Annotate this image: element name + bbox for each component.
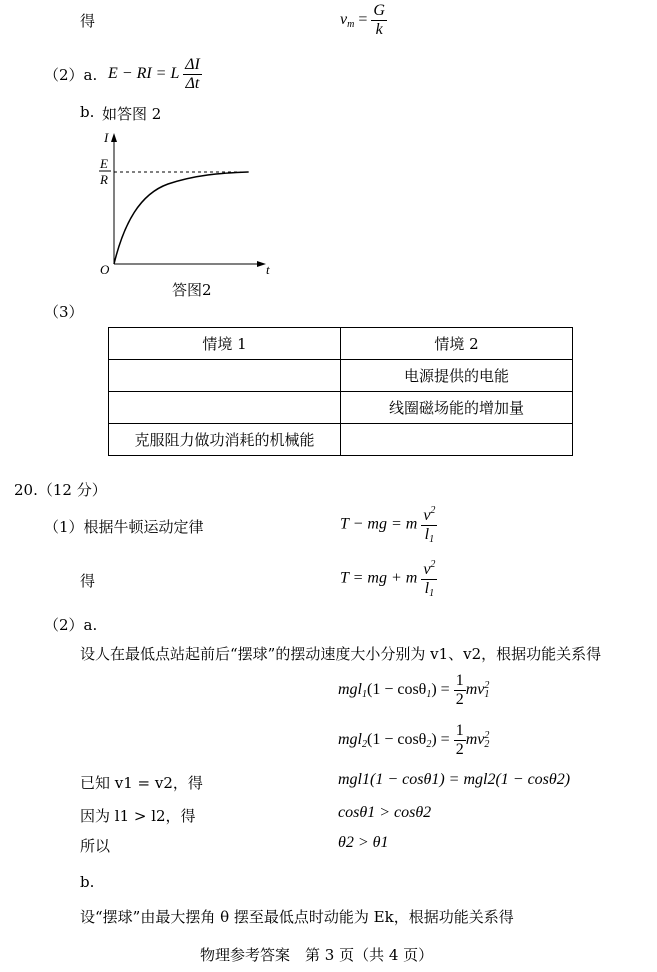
- den-base: l: [424, 579, 430, 597]
- therefore-eq: θ2 > θ1: [338, 834, 389, 851]
- frac-den: [421, 580, 437, 599]
- part2b-label: b.: [80, 103, 95, 121]
- frac-den: Δt: [185, 74, 200, 92]
- eq-right: mv: [465, 730, 485, 748]
- part2a-lhs: E − RI = L: [108, 64, 180, 82]
- origin-label: O: [100, 262, 110, 277]
- q20-1b-formula: [340, 559, 437, 599]
- asymptote-den: R: [100, 172, 108, 187]
- eq-close: ) =: [431, 730, 450, 748]
- table-header: 情境 2: [341, 328, 573, 360]
- known-text: 已知 v1 = v2，得: [80, 774, 203, 792]
- energy-eq-1: [338, 672, 489, 708]
- y-axis-arrow: [111, 133, 117, 142]
- frac-den: k: [375, 20, 383, 38]
- den-sub: 1: [429, 533, 435, 545]
- q20-1-lhs: T − mg = m: [340, 515, 418, 533]
- table-row: [109, 392, 573, 424]
- x-axis-label: t: [266, 262, 270, 277]
- q20-1b-lhs: T = mg + m: [340, 569, 418, 587]
- num-base: v: [423, 507, 431, 524]
- table-header: 情境 1: [109, 328, 341, 360]
- part2a-label: （2）a.: [44, 66, 98, 84]
- energy-table: [108, 327, 573, 456]
- frac-num: 1: [455, 672, 464, 689]
- q20-2-label: （2）a.: [44, 616, 98, 634]
- den-sub: 1: [429, 587, 435, 599]
- eq-right: mv: [465, 680, 485, 698]
- part2a-formula: [108, 56, 202, 92]
- table-cell: 线圈磁场能的增加量: [341, 392, 573, 424]
- answer-graph-2: [90, 128, 290, 278]
- x-axis-arrow: [257, 261, 266, 267]
- vm-symbol: v: [340, 10, 348, 28]
- frac-num: [421, 559, 437, 580]
- table-cell: [109, 360, 341, 392]
- known-eq: mgl1(1 − cosθ1) = mgl2(1 − cosθ2): [338, 771, 571, 788]
- num-base: v: [423, 561, 431, 578]
- therefore-text: 所以: [80, 837, 111, 855]
- frac-num: ΔI: [185, 56, 200, 73]
- line1-de: 得: [80, 12, 96, 30]
- vm-subscript: m: [347, 18, 355, 30]
- question-20-title: 20.（12 分）: [14, 481, 107, 499]
- frac-num: G: [373, 2, 385, 19]
- frac-den: 2: [455, 740, 464, 758]
- eq-close: ) =: [431, 680, 450, 698]
- eq-mid-sub: 1: [426, 688, 432, 700]
- vm-formula: $v_m$ = $\frac{G}{k}$: [340, 2, 385, 38]
- eq-left: mgl: [338, 730, 362, 748]
- sub: 1: [484, 689, 490, 701]
- table-cell: [341, 424, 573, 456]
- asymptote-num: E: [100, 156, 108, 171]
- table-row: [109, 424, 573, 456]
- sup: 2: [484, 729, 490, 741]
- table-row: [109, 360, 573, 392]
- eq-supsub: [484, 681, 489, 700]
- frac-num: [421, 505, 437, 526]
- eq-mid-sub: 2: [426, 738, 432, 750]
- y-axis-label: I: [104, 130, 109, 145]
- table-cell: 克服阻力做功消耗的机械能: [109, 424, 341, 456]
- frac-num: 1: [455, 722, 464, 739]
- eq-mid: (1 − cosθ: [367, 730, 427, 748]
- eq-mid: (1 − cosθ: [367, 680, 427, 698]
- q20-1b-label: 得: [80, 572, 96, 590]
- num-sup: 2: [430, 505, 436, 516]
- frac-den: [421, 526, 437, 545]
- graph-caption: 答图2: [172, 281, 212, 299]
- part3-label: （3）: [44, 303, 84, 321]
- half-frac: [454, 722, 466, 758]
- part-b-label: b.: [80, 873, 95, 891]
- half-frac: [454, 672, 466, 708]
- frac-den: 2: [455, 690, 464, 708]
- because-eq: cosθ1 > cosθ2: [338, 804, 432, 821]
- dI-over-dt: [183, 56, 202, 92]
- part-b-text: 设“摆球”由最大摆角 θ 摆至最低点时动能为 Ek，根据功能关系得: [80, 908, 514, 926]
- v2-over-l1: [421, 559, 437, 599]
- eq-sub: 2: [362, 738, 367, 750]
- energy-eq-2: [338, 722, 489, 758]
- q20-1-label: （1）根据牛顿运动定律: [44, 518, 204, 536]
- part2b-text: 如答图 2: [102, 105, 162, 123]
- because-text: 因为 l1 > l2，得: [80, 807, 196, 825]
- eq-sub: 1: [362, 688, 367, 700]
- page-footer: 物理参考答案 第 3 页（共 4 页）: [200, 946, 434, 964]
- q20-2-text: 设人在最低点站起前后“摆球”的摆动速度大小分别为 v1、v2，根据功能关系得: [80, 645, 602, 663]
- num-sup: 2: [430, 559, 436, 570]
- den-base: l: [424, 525, 430, 543]
- q20-1-formula: [340, 505, 437, 545]
- eq-supsub: [484, 731, 489, 750]
- v2-over-l1: [421, 505, 437, 545]
- eq-left: mgl: [338, 680, 362, 698]
- table-cell: 电源提供的电能: [341, 360, 573, 392]
- current-curve: [114, 172, 248, 264]
- table-header-row: [109, 328, 573, 360]
- table-cell: [109, 392, 341, 424]
- sup: 2: [484, 679, 490, 691]
- g-over-k: [371, 2, 387, 38]
- sub: 2: [484, 739, 490, 751]
